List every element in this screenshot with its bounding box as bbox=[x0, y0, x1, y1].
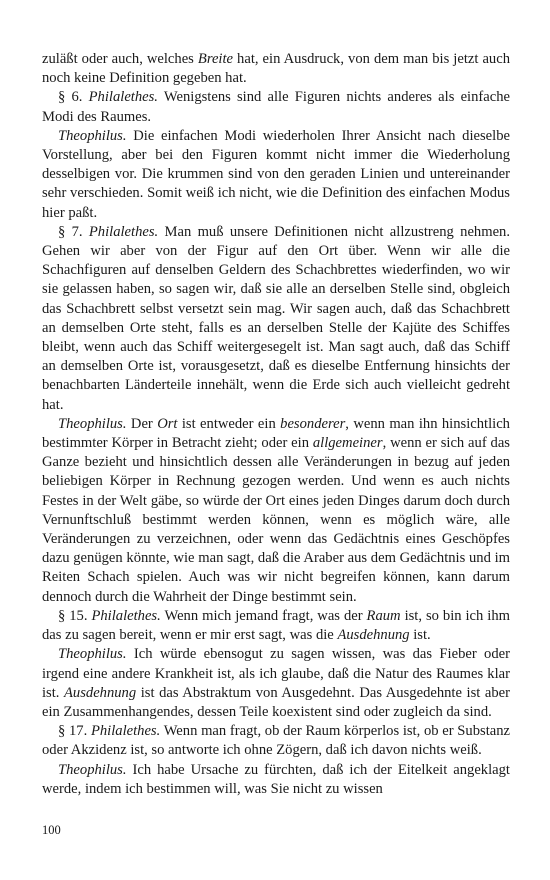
italic-text: Raum bbox=[366, 607, 401, 624]
text-run: ist. bbox=[409, 627, 431, 644]
paragraph bbox=[42, 50, 510, 88]
text-run: ist entweder ein bbox=[177, 415, 281, 432]
page-number: 100 bbox=[42, 823, 61, 837]
italic-text: Ausdehnung bbox=[64, 684, 137, 701]
italic-text: Philalethes. bbox=[90, 723, 161, 740]
text-run: § 7. bbox=[58, 223, 89, 240]
paragraph bbox=[42, 415, 510, 607]
text-run: , wenn man ihn hinsichtlich bestimmter Körper in Betracht zieht; oder ein bbox=[42, 415, 510, 452]
text-run: Wenigstens sind alle Figuren nichts anderes als einfache Modi des Raumes. bbox=[42, 89, 511, 125]
body-text bbox=[42, 50, 510, 799]
text-run: hat, ein Ausdruck, von dem man bis jetzt auch noch keine Definition gegeben hat. bbox=[42, 51, 510, 87]
text-run: Der bbox=[126, 415, 158, 432]
paragraph bbox=[42, 88, 510, 126]
text-run: Wenn mich jemand fragt, was der bbox=[160, 607, 367, 624]
paragraph bbox=[42, 722, 510, 760]
text-run: , wenn er sich auf das Ganze bezieht und hinsichtlich dessen alle Veränderungen in bezug auf jeden beliebigen Körper in Rechnung gezogen werden. Und wenn es auch nichts Festes in der Welt gäbe, so würde der Ort eines jeden Dinges darum doch durch Vernunftschluß bestimmt werden können, wenn es möglich wäre, alle Veränderungen zu verzeichnen, oder wenn das Gedächtnis eines Geschöpfes dazu genügen könnte, wie man sagt, daß die Araber aus dem Gedächtnis und im Reiten Schach spielen. Auch was wir nicht begreifen können, kann darum dennoch durch die Wahrheit der Dinge bestimmt sein. bbox=[42, 435, 510, 605]
text-run: Die einfachen Modi wiederholen Ihrer Ansicht nach dieselbe Vorstellung, aber bei den Figuren kommt nicht immer die Wiederholung desselbigen vor. Die krummen sind von den geraden Linien und untereinander sehr verschieden. Somit weiß ich nicht, wie die Definition des einfachen Modus hier paßt. bbox=[42, 127, 510, 221]
text-run: § 15. bbox=[58, 607, 92, 624]
paragraph bbox=[42, 645, 510, 722]
text-run: Ich habe Ursache zu fürchten, daß ich der Eitelkeit angeklagt werde, indem ich bestimmen will, was Sie nicht zu wissen bbox=[42, 761, 510, 797]
italic-text: besonderer bbox=[280, 415, 346, 432]
italic-text: Theophilus. bbox=[58, 127, 127, 144]
italic-text: Breite bbox=[197, 51, 234, 67]
text-run: zuläßt oder auch, welches bbox=[42, 51, 198, 67]
text-run: § 6. bbox=[58, 89, 89, 106]
text-run: Man muß unsere Definitionen nicht allzustreng nehmen. Gehen wir aber von der Figur auf den Ort über. Wenn wir alle die Schachfiguren auf denselben Geldern des Schachbrettes wiederfinden, wo wir sie gelassen haben, so sagen wir, daß sie alle an derselben Stelle sind, obgleich das Schachbrett selbst versetzt sein mag. Wir sagen auch, daß das Schachbrett an demselben Orte steht, falls es an derselben Stelle der Kajüte des Schiffes bleibt, wenn auch das Schiff weitergesegelt ist. Man sagt auch, daß das Schiff an demselben Orte ist, vorausgesetzt, daß es dieselbe Entfernung hinsichts der benachbarten Länderteile innehält, wenn die Erde sich auch vielleicht gedreht hat. bbox=[42, 223, 510, 413]
paragraph bbox=[42, 761, 510, 799]
page bbox=[42, 50, 510, 799]
text-run: ist das Abstraktum von Ausgedehnt. Das Ausgedehnte ist aber ein Zusammenhangendes, dessen Teile koexistent sind oder zugleich da sind. bbox=[42, 684, 510, 720]
paragraph bbox=[42, 127, 510, 223]
text-run: Wenn man fragt, ob der Raum körperlos ist, ob er Substanz oder Akzidenz ist, so antworte ich ohne Zögern, daß ich davon nichts weiß. bbox=[42, 723, 510, 759]
paragraph bbox=[42, 607, 510, 645]
paragraph bbox=[42, 223, 510, 415]
italic-text: Ort bbox=[157, 415, 178, 432]
italic-text: allgemeiner bbox=[312, 435, 383, 452]
italic-text: Theophilus. bbox=[58, 646, 127, 663]
italic-text: Philalethes. bbox=[91, 607, 161, 624]
text-run: ist, so bin ich ihm das zu sagen bereit, wenn er mir erst sagt, was die bbox=[42, 607, 510, 644]
italic-text: Ausdehnung bbox=[337, 627, 410, 644]
text-run: § 17. bbox=[58, 723, 91, 740]
italic-text: Theophilus. bbox=[58, 761, 127, 778]
italic-text: Philalethes. bbox=[88, 89, 158, 106]
italic-text: Philalethes. bbox=[88, 223, 159, 240]
italic-text: Theophilus. bbox=[58, 415, 127, 432]
text-run: Ich würde ebensogut zu sagen wissen, was das Fieber oder irgend eine andere Krankheit ist, als ich glaube, daß die Natur des Raumes klar ist. bbox=[42, 646, 510, 701]
